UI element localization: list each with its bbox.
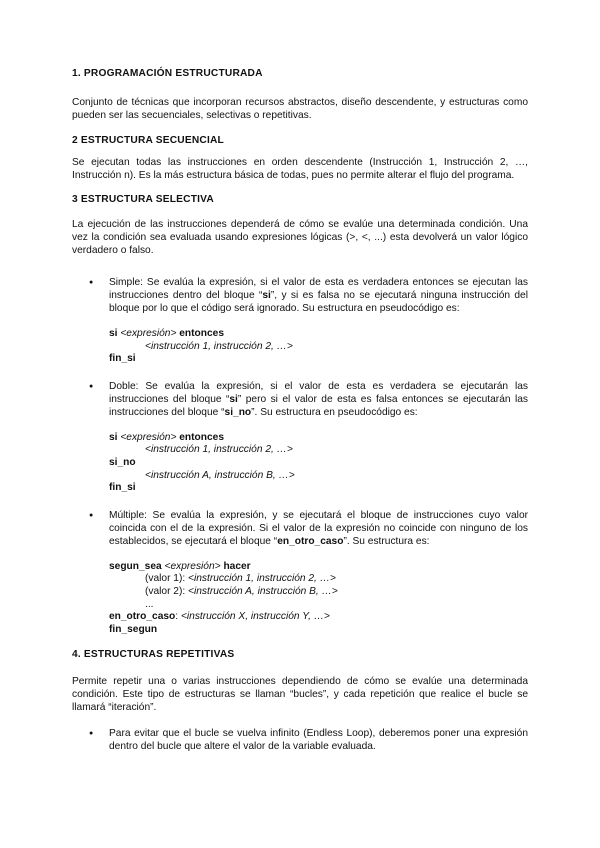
heading-estructura-selectiva: 3 ESTRUCTURA SELECTIVA (72, 194, 214, 205)
list-item-multiple (72, 509, 528, 637)
paragraph-selectiva: La ejecución de las instrucciones dependerá de cómo se evalúe una determinada condición. Una vez la condición sea evaluada usando expresiones lógicas (>, <, ...) esta devolverá un valor lógico verdadero o falso. (72, 219, 528, 256)
repetitive-list (72, 727, 528, 753)
doble-description: ● Doble: Se evalúa la expresión, si el valor de esta es verdadera se ejecutarán las instrucciones del bloque “si” pero si el valor de esta es falsa entonces se ejecutarán las instrucciones del bloque “si_no”. Su estructura en pseudocódigo es: (109, 380, 529, 418)
selective-types-list (72, 276, 528, 636)
paragraph-secuencial: Se ejecutan todas las instrucciones en orden descendente (Instrucción 1, Instrucción 2, …, Instrucción n). Es la más estructura básica de todas, pues no permite alterar el flujo del programa. (72, 157, 528, 181)
multiple-pseudocode: segun_sea <expresión> hacer (valor 1): <instrucción 1, instrucción 2, …> (valor 2): <instrucción A, instrucción B, …> ... en_otro_caso: <instrucción X, instrucción Y, …> fin_segun (109, 560, 338, 635)
list-item-simple (72, 276, 528, 366)
document-page (72, 68, 528, 753)
list-item-doble (72, 380, 528, 495)
multiple-description: ● Múltiple: Se evalúa la expresión, y se ejecutará el bloque de instrucciones cuyo valor coincida con el de la expresión. Si el valor de la expresión no coincide con ninguno de los establecidos, se ejecutará el bloque “en_otro_caso”. Su estructura es: (109, 509, 528, 547)
list-item-endless-loop (72, 727, 528, 753)
heading-estructura-secuencial: 2 ESTRUCTURA SECUENCIAL (72, 135, 224, 146)
endless-loop-text: ● Para evitar que el bucle se vuelva infinito (Endless Loop), deberemos poner una expresión dentro del bucle que altere el valor de la variable evaluada. (109, 728, 528, 753)
paragraph-repetitivas: Permite repetir una o varias instrucciones dependiendo de cómo se evalúe una determinada condición. Este tipo de estructuras se llaman “bucles”, y cada repetición que realice el bucle se llamará “iteración”. (72, 676, 528, 714)
simple-description: ● Simple: Se evalúa la expresión, si el valor de esta es verdadera entonces se ejecutan las instrucciones dentro del bloque “si”, y si es falsa no se ejecutará ninguna instrucción del bloque por lo que el código será ignorado. Su estructura en pseudocódigo es: (109, 277, 528, 314)
paragraph-programacion: Conjunto de técnicas que incorporan recursos abstractos, diseño descendente, y estructuras como pueden ser las secuenciales, selectivas o repetitivas. (72, 97, 528, 121)
heading-estructuras-repetitivas: 4. ESTRUCTURAS REPETITIVAS (72, 649, 235, 661)
heading-programacion-estructurada: 1. PROGRAMACIÓN ESTRUCTURADA (72, 68, 263, 79)
doble-pseudocode: si <expresión> entonces <instrucción 1, instrucción 2, …> si_no <instrucción A, instrucción B, …> fin_si (109, 431, 295, 494)
simple-pseudocode: si <expresión> entonces <instrucción 1, instrucción 2, …> fin_si (109, 328, 293, 365)
